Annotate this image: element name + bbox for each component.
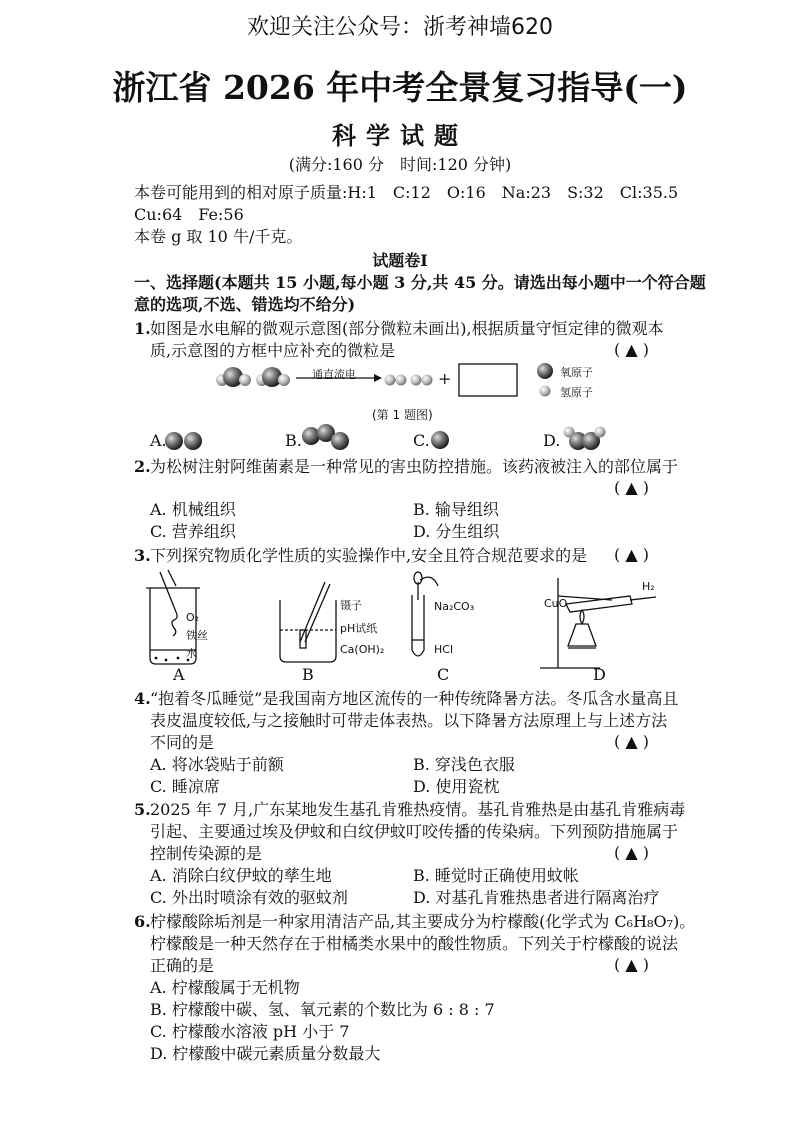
q3-b-label-ph: pH试纸 bbox=[340, 622, 378, 635]
q6-option-a: A. 柠檬酸属于无机物 bbox=[150, 978, 300, 997]
q1-number: 1. bbox=[134, 319, 151, 338]
q5-option-b: B. 睡觉时正确使用蚊帐 bbox=[413, 866, 579, 885]
instructions-line-2: Cu:64 Fe:56 bbox=[134, 205, 244, 224]
q3-d-label-h2: H₂ bbox=[642, 580, 655, 593]
q5-number: 5. bbox=[134, 800, 151, 819]
q5-text-cont: 引起、主要通过埃及伊蚊和白纹伊蚊叮咬传播的传染病。下列预防措施属于 bbox=[150, 822, 679, 841]
q3-a-label-iron: 铁丝 bbox=[186, 629, 208, 642]
q3-answer-mark: ( ▲ ) bbox=[614, 545, 649, 564]
q1-text: 如图是水电解的微观示意图(部分微粒未画出),根据质量守恒定律的微观本 bbox=[150, 319, 664, 338]
q5-answer-mark: ( ▲ ) bbox=[614, 843, 649, 862]
q5-text-cont2: 控制传染源的是 bbox=[150, 844, 263, 863]
q6-text: 柠檬酸除垢剂是一种家用清洁产品,其主要成分为柠檬酸(化学式为 C₆H₈O₇)。 bbox=[150, 912, 696, 931]
q4-option-d: D. 使用瓷枕 bbox=[413, 777, 500, 796]
q3-number: 3. bbox=[134, 546, 151, 565]
q3-c-label-na2co3: Na₂CO₃ bbox=[434, 600, 475, 613]
q3-b-label-tweezers: 镊子 bbox=[340, 599, 362, 612]
q2-option-d: D. 分生组织 bbox=[413, 522, 500, 541]
q1-option-b: B. bbox=[285, 431, 302, 450]
part1-heading-cont: 意的选项,不选、错选均不给分) bbox=[134, 295, 356, 314]
q2-text: 为松树注射阿维菌素是一种常见的害虫防控措施。该药液被注入的部位属于 bbox=[150, 457, 679, 476]
q4-answer-mark: ( ▲ ) bbox=[614, 732, 649, 751]
q3-figure-d: D bbox=[593, 665, 606, 684]
q6-answer-mark: ( ▲ ) bbox=[614, 955, 649, 974]
q1-legend-hydrogen: 氢原子 bbox=[560, 386, 593, 399]
q1-answer-mark: ( ▲ ) bbox=[614, 340, 649, 359]
q2-option-b: B. 输导组织 bbox=[413, 500, 499, 519]
banner: 欢迎关注公众号：浙考神墙620 bbox=[247, 15, 553, 40]
q3-text: 下列探究物质化学性质的实验操作中,安全且符合规范要求的是 bbox=[150, 546, 588, 565]
q4-number: 4. bbox=[134, 689, 151, 708]
q6-text-cont2: 正确的是 bbox=[150, 956, 215, 975]
score-time: (满分:160 分 时间:120 分钟) bbox=[288, 155, 512, 174]
q5-option-c: C. 外出时喷涂有效的驱蚊剂 bbox=[150, 888, 348, 907]
q6-option-c: C. 柠檬酸水溶液 pH 小于 7 bbox=[150, 1022, 350, 1041]
q4-text-cont2: 不同的是 bbox=[150, 733, 215, 752]
q4-option-b: B. 穿浅色衣服 bbox=[413, 755, 515, 774]
q4-option-a: A. 将冰袋贴于前额 bbox=[150, 755, 284, 774]
q3-c-label-hcl: HCl bbox=[434, 643, 454, 656]
q1-option-a: A. bbox=[150, 431, 167, 450]
q3-d-label-cuo: CuO bbox=[544, 597, 568, 610]
instructions-line-1: 本卷可能用到的相对原子质量:H:1 C:12 O:16 Na:23 S:32 Cl:35.5 bbox=[134, 183, 679, 202]
q3-figure-c: C bbox=[437, 665, 450, 684]
q1-legend-oxygen: 氧原子 bbox=[560, 366, 593, 379]
q4-text: “抱着冬瓜睡觉”是我国南方地区流传的一种传统降暑方法。冬瓜含水量高且 bbox=[150, 689, 679, 708]
q1-plus: + bbox=[438, 369, 452, 388]
q3-figure-a: A bbox=[173, 665, 185, 684]
instructions-line-3: 本卷 g 取 10 牛/千克。 bbox=[134, 227, 303, 246]
q3-b-label-caoh2: Ca(OH)₂ bbox=[340, 643, 385, 656]
q6-option-d: D. 柠檬酸中碳元素质量分数最大 bbox=[150, 1044, 381, 1063]
q2-option-a: A. 机械组织 bbox=[150, 500, 236, 519]
q1-caption: (第 1 题图) bbox=[372, 408, 433, 422]
q1-arrow-label: 通直流电 bbox=[312, 368, 356, 381]
q1-text-cont: 质,示意图的方框中应补充的微粒是 bbox=[150, 341, 396, 360]
q4-option-c: C. 睡凉席 bbox=[150, 777, 220, 796]
q3-figure-b: B bbox=[302, 665, 314, 684]
q2-option-c: C. 营养组织 bbox=[150, 522, 236, 541]
q6-text-cont: 柠檬酸是一种天然存在于柑橘类水果中的酸性物质。下列关于柠檬酸的说法 bbox=[150, 934, 679, 953]
q5-option-a: A. 消除白纹伊蚊的孳生地 bbox=[150, 866, 332, 885]
part1-heading: 一、选择题(本题共 15 小题,每小题 3 分,共 45 分。请选出每小题中一个符合题 bbox=[134, 273, 706, 292]
q5-text: 2025 年 7 月,广东某地发生基孔肯雅热疫情。基孔肯雅热是由基孔肯雅病毒 bbox=[150, 800, 686, 819]
q1-option-c: C. bbox=[413, 431, 430, 450]
page-title: 浙江省 2026 年中考全景复习指导(一) bbox=[112, 68, 688, 107]
q1-option-d: D. bbox=[543, 431, 561, 450]
section-title: 试题卷Ⅰ bbox=[372, 251, 428, 270]
subject-title: 科学试题 bbox=[332, 121, 468, 150]
q5-option-d: D. 对基孔肯雅热患者进行隔离治疗 bbox=[413, 888, 660, 907]
q6-option-b: B. 柠檬酸中碳、氢、氧元素的个数比为 6 : 8 : 7 bbox=[150, 1000, 495, 1019]
q3-a-label-o2: O₂ bbox=[186, 611, 200, 624]
q2-answer-mark: ( ▲ ) bbox=[614, 478, 649, 497]
q3-a-label-water: 水 bbox=[186, 647, 197, 660]
q6-number: 6. bbox=[134, 912, 151, 931]
q4-text-cont: 表皮温度较低,与之接触时可带走体表热。以下降暑方法原理上与上述方法 bbox=[150, 711, 668, 730]
q2-number: 2. bbox=[134, 457, 151, 476]
